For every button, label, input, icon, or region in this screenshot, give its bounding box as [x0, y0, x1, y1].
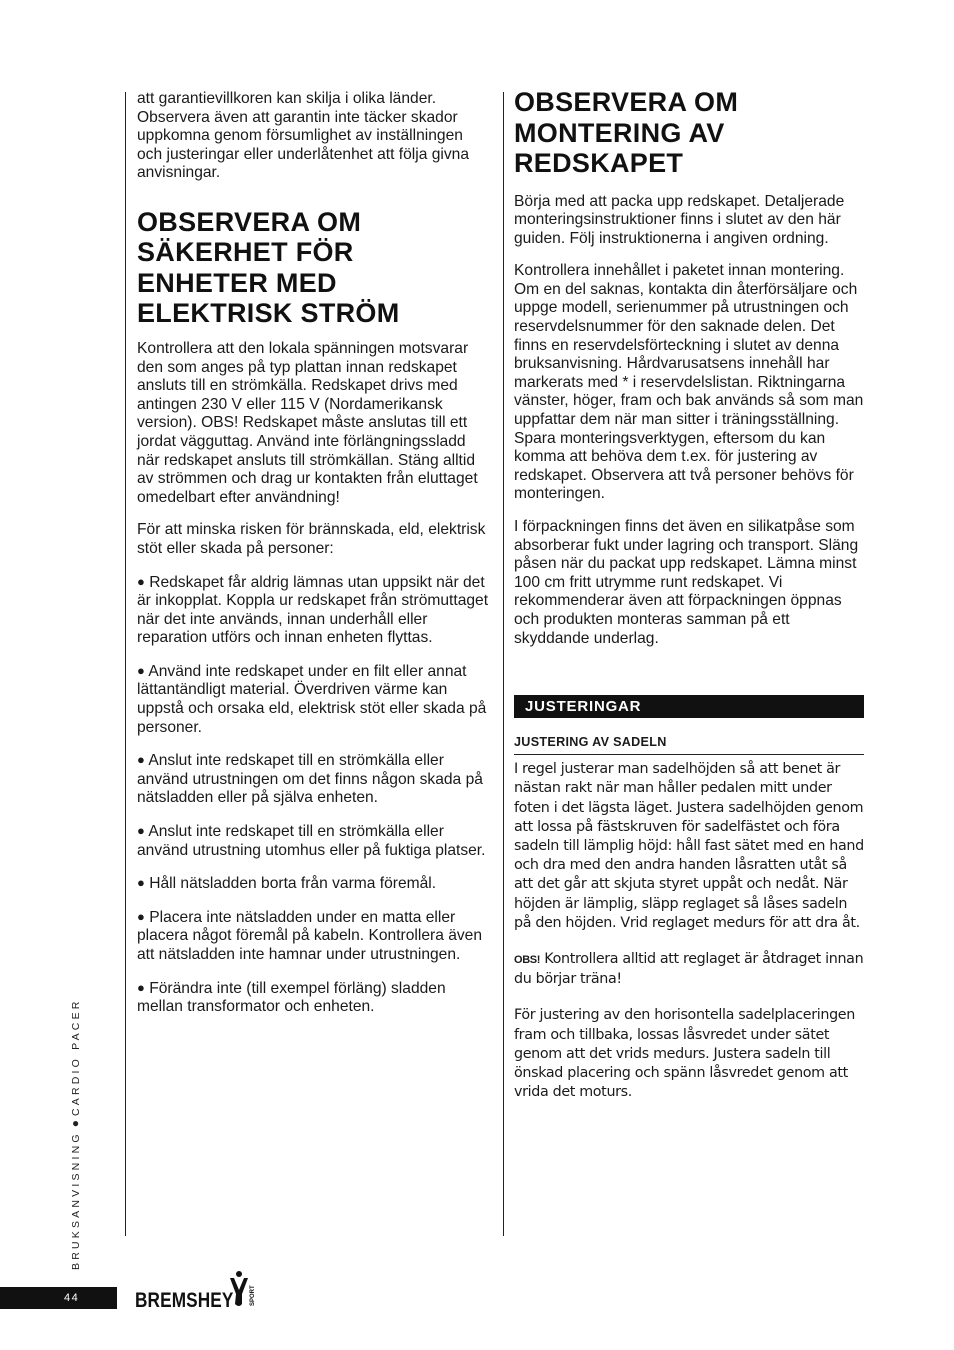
safety-heading	[137, 207, 492, 329]
risk-intro-paragraph: För att minska risken för brännskada, eld, elektrisk stöt eller skada på personer:	[137, 521, 486, 557]
unpack-paragraph: Börja med att packa upp redskapet. Detaljerade monteringsinstruktioner finns i slutet av den här guiden. Följ instruktionerna i angiven ordning.	[514, 192, 845, 247]
silica-paragraph: I förpackningen finns det även en silikatpåse som absorberar fukt under lagring och transport. Släng påsen när du packat upp redskapet. Lämna minst 100 cm fritt utrymme runt redskapet. Vi rekommenderar även att förpackningen öppnas och produkten monteras samman på ett skyddande underlag.	[514, 518, 859, 647]
page-number-box	[0, 1287, 117, 1309]
bullet-text: Anslut inte redskapet till en strömkälla eller använd utrustningen om det finns någon skada på nätsladden eller på själva enheten.	[137, 752, 483, 807]
bullet-icon: ●	[137, 662, 145, 678]
safety-heading-line: ELEKTRISK STRÖM	[137, 298, 400, 329]
assembly-heading-line: OBSERVERA OM	[514, 87, 739, 117]
obs-text: Kontrollera alltid att reglaget är åtdraget innan du börjar träna!	[514, 950, 864, 988]
voltage-paragraph: Kontrollera att den lokala spänningen motsvarar den som anges på typ plattan innan redskapet ansluts till en strömkälla. Redskapet drivs med antingen 230 V eller 115 V (Nordamerikansk version). OBS! Redskapet måste anslutas till ett jordat vägguttag. Använd inte förlängningssladd när redskapet ansluts till strömkällan. Stäng alltid av strömmen och drag ur kontakten från eluttaget omedelbart efter användning!	[137, 339, 478, 506]
bullet-text: Förändra inte (till exempel förläng) sladden mellan transformator och enheten.	[137, 979, 446, 1016]
saddle-horizontal-paragraph: För justering av den horisontella sadelplaceringen fram och tillbaka, lossas låsvredet under sätet genom att det vrids medurs. Justera sadeln till önskad placering och spänn låsvredet genom att vrida det moturs.	[514, 1007, 855, 1101]
bullet-icon: ●	[137, 875, 145, 891]
assembly-heading-line: REDSKAPET	[514, 148, 684, 178]
bullet-icon: ●	[137, 752, 145, 768]
bullet-item	[137, 822, 492, 860]
bullet-icon: ●	[137, 823, 145, 839]
bullet-icon: ●	[137, 573, 145, 589]
left-column	[137, 90, 492, 1031]
safety-heading-line: ENHETER MED	[137, 267, 337, 298]
bullet-item	[137, 979, 492, 1017]
bremshey-logo	[135, 1270, 265, 1312]
page-number: 44	[64, 1292, 80, 1304]
bullet-icon: ●	[137, 908, 145, 924]
bullet-text: Redskapet får aldrig lämnas utan uppsikt när det är inkopplat. Koppla ur redskapet från strömuttaget när det inte används, innan underhåll eller reparation utförs och innan enheten flyttas.	[137, 573, 489, 647]
assembly-heading	[514, 87, 864, 179]
column-divider	[503, 92, 504, 1236]
bullet-text: Placera inte nätsladden under en matta eller placera något föremål på kabeln. Kontrollera även att nätsladden inte hamnar under utrustningen.	[137, 908, 483, 963]
product-label: CARDIO PACER	[70, 998, 82, 1116]
obs-label: OBS!	[514, 953, 541, 966]
saddle-height-paragraph: I regel justerar man sadelhöjden så att benet är nästan rakt när man håller pedalen mitt under foten i det lägsta läget. Justera sadelhöjden genom att lossa på fästskruven för sadelfästet och föra sadeln till lämplig höjd: håll fast sätet med en hand och dra med den andra handen låsratten utåt så att det går att skjuta styret uppåt och nedåt. När höjden är lämplig, släpp reglaget så låses sadeln på den höjden. Vrid reglaget medurs för att dra åt.	[514, 761, 864, 931]
bullet-text: Håll nätsladden borta från varma föremål.	[149, 875, 437, 893]
safety-heading-line: OBSERVERA OM	[137, 206, 362, 237]
obs-paragraph	[514, 950, 864, 989]
logo-sport-label: SPORT	[250, 1285, 256, 1306]
bullet-text: Använd inte redskapet under en filt eller annat lättantändligt material. Överdriven värme kan uppstå och orsaka eld, elektrisk stöt eller skada på personer.	[137, 662, 487, 736]
saddle-adjustment-subheading: JUSTERING AV SADELN	[514, 735, 864, 755]
assembly-heading-line: MONTERING AV	[514, 117, 725, 148]
manual-label: BRUKSANVISNING	[70, 1131, 82, 1270]
left-margin-rule	[125, 92, 126, 1236]
intro-paragraph: att garantievillkoren kan skilja i olika länder. Observera även att garantin inte täcker skador uppkomna genom försumlighet av inställningen och justeringar eller underlåtenhet att följa givna anvisningar.	[137, 90, 470, 182]
bullet-item	[137, 908, 492, 965]
bullet-icon: ●	[137, 979, 145, 995]
bullet-item	[137, 662, 492, 737]
adjustments-section-bar: JUSTERINGAR	[514, 695, 864, 718]
logo-wordmark: BREMSHEY	[135, 1289, 234, 1312]
separator-dot-icon: ●	[68, 1120, 82, 1128]
safety-heading-line: SÄKERHET FÖR	[137, 237, 354, 268]
bullet-item	[137, 751, 492, 808]
bullet-text: Anslut inte redskapet till en strömkälla eller använd utrustning utomhus eller på fuktiga platser.	[137, 823, 486, 859]
bullet-item	[137, 573, 492, 648]
bullet-item	[137, 874, 492, 894]
right-column	[514, 87, 864, 1119]
vertical-footer-label	[68, 998, 82, 1270]
contents-paragraph: Kontrollera innehållet i paketet innan montering. Om en del saknas, kontakta din återförsäljare och uppge modell, serienummer på utrustningen och reservdelsnummer för den saknade delen. Det finns en reservdelsförteckning i slutet av denna bruksanvisning. Hårdvarusatsens innehåll har markerats med * i reservdelslistan. Riktningarna vänster, höger, fram och bak används så som man uppfattar dem när man sitter i träningsställning. Spara monteringsverktygen, eftersom du kan komma att behöva dem t.ex. för justering av redskapet. Observera att två personer behövs för monteringen.	[514, 262, 864, 503]
